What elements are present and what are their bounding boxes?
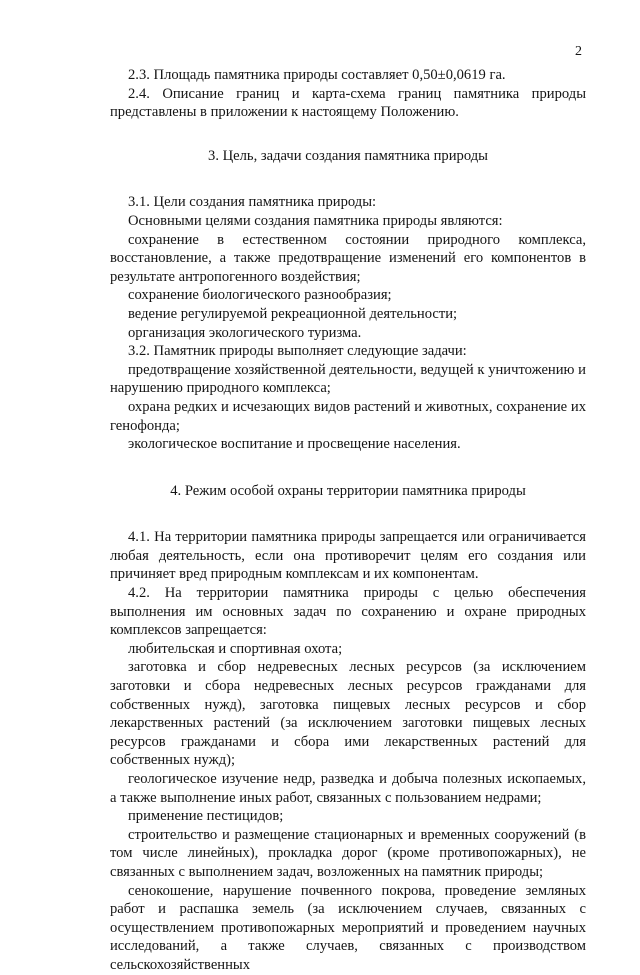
page-number: 2 <box>575 44 582 59</box>
list-item: сенокошение, нарушение почвенного покрова, проведение земляных работ и распашка земель (за исключением случаев, связанных с осуществлением противопожарных мероприятий и проведением научных исследований, а также случаев, связанных с производством сельскохозяйственных <box>110 882 586 973</box>
list-item: строительство и размещение стационарных и временных сооружений (в том числе линейных), прокладка дорог (кроме противопожарных), не связанных с выполнением задач, возложенных на памятник природы; <box>110 826 586 880</box>
list-item: ведение регулируемой рекреационной деятельности; <box>128 305 458 322</box>
paragraph: 4.2. На территории памятника природы с целью обеспечения выполнения им основных задач по сохранению и охране природных комплексов запрещается: <box>110 585 586 639</box>
list-item: организация экологического туризма. <box>128 324 362 341</box>
paragraph: Основными целями создания памятника природы являются: <box>128 212 503 229</box>
list-item: охрана редких и исчезающих видов растений и животных, сохранение их генофонда; <box>110 398 586 434</box>
list-item: сохранение биологического разнообразия; <box>128 287 392 304</box>
list-item: предотвращение хозяйственной деятельности, ведущей к уничтожению и нарушению природного комплекса; <box>110 361 586 397</box>
paragraph: 2.4. Описание границ и карта-схема границ памятника природы представлены в приложении к настоящему Положению. <box>110 85 586 121</box>
list-item: сохранение в естественном состоянии природного комплекса, восстановление, а также предотвращение изменений его компонентов в результате антропогенного воздействия; <box>110 231 586 285</box>
paragraph: 4.1. На территории памятника природы запрещается или ограничивается любая деятельность, если она противоречит целям его создания или причиняет вред природным комплексам и их компонентам. <box>110 529 586 583</box>
list-item: экологическое воспитание и просвещение населения. <box>128 436 461 453</box>
paragraph: 3.1. Цели создания памятника природы: <box>128 194 377 211</box>
paragraph: 2.3. Площадь памятника природы составляет 0,50±0,0619 га. <box>128 67 506 83</box>
paragraph: 3.2. Памятник природы выполняет следующие задачи: <box>128 343 467 360</box>
list-item: заготовка и сбор недревесных лесных ресурсов (за исключением заготовки и сбора недревесных лесных ресурсов гражданами для собственных нужд), заготовка пищевых лесных ресурсов и сбор лекарственных растений (за исключением заготовки пищевых лесных ресурсов гражданами и сбора ими лекарственных растений для собственных нужд); <box>110 659 586 769</box>
list-item: геологическое изучение недр, разведка и добыча полезных ископаемых, а также выполнение иных работ, связанных с пользованием недрами; <box>110 771 586 806</box>
section-heading-3: 3. Цель, задачи создания памятника природы <box>208 147 488 164</box>
list-item: любительская и спортивная охота; <box>128 640 343 657</box>
list-item: применение пестицидов; <box>128 808 284 825</box>
document-body <box>110 66 586 975</box>
section-heading-4: 4. Режим особой охраны территории памятника природы <box>170 482 526 499</box>
